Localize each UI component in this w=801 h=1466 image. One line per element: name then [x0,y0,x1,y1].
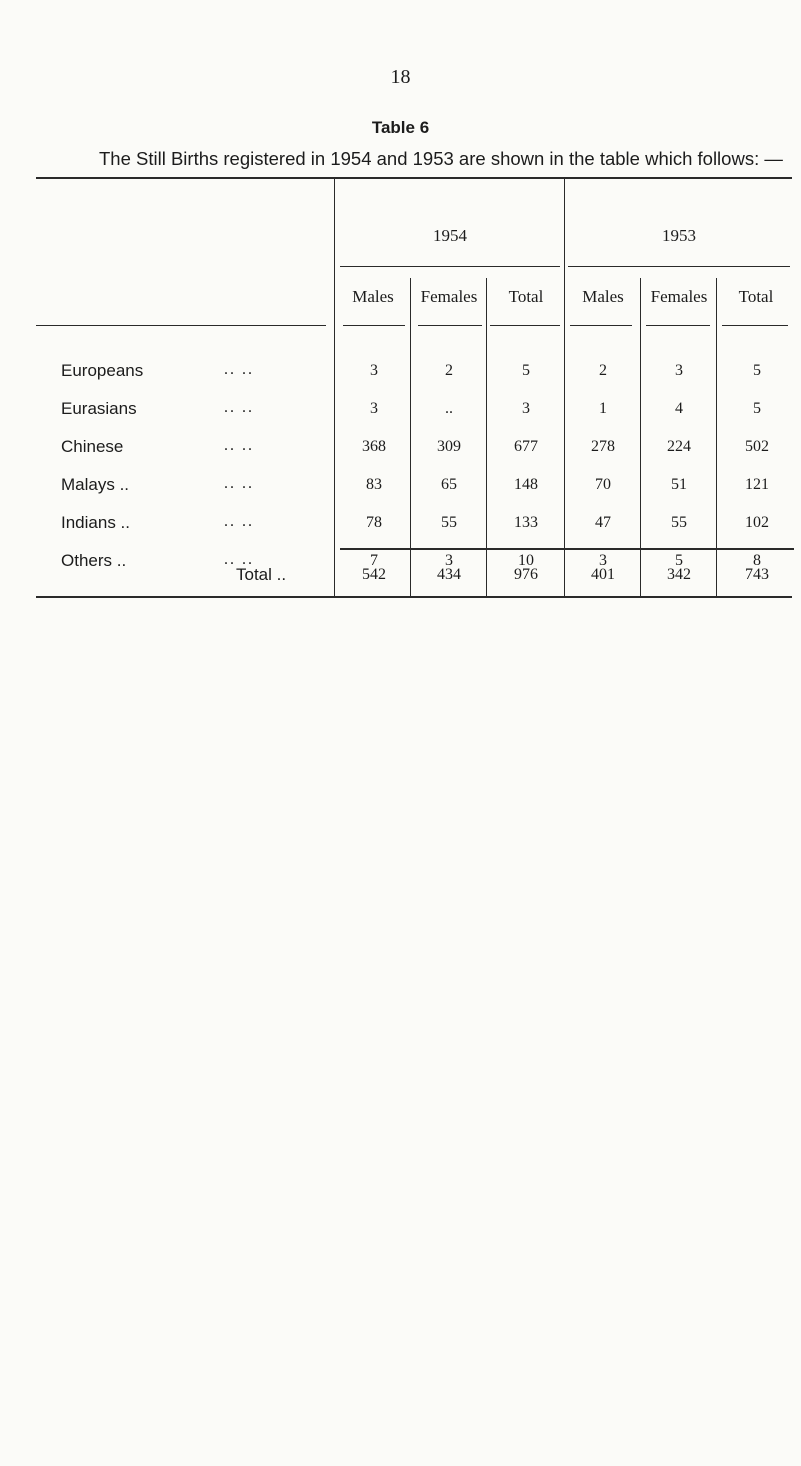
row-leader-dots: .. .. [224,361,254,378]
table-cell: .. [445,400,453,417]
table-cell: 51 [671,476,687,493]
vline-1954-m-f [410,278,411,596]
table-cell: 148 [514,476,538,493]
col-underline-1 [343,325,405,326]
table-cell: 278 [591,438,615,455]
total-cell: 342 [667,566,691,583]
bottom-rule [36,596,792,598]
table-cell: 1 [599,400,607,417]
row-label-others: Others .. [61,551,127,570]
table-cell: 3 [675,362,683,379]
total-rule [340,548,794,550]
table-cell: 7 [370,552,378,569]
table-cell: 3 [370,362,378,379]
total-cell: 434 [437,566,461,583]
table-cell: 677 [514,438,538,455]
table-cell: 8 [753,552,761,569]
total-cell: 743 [745,566,769,583]
vline-1953-f-t [716,278,717,596]
table-cell: 102 [745,514,769,531]
table-cell: 47 [595,514,611,531]
col-header-total-1954: Total [508,287,544,306]
row-leader-dots: .. .. [224,399,254,416]
row-leader-dots: .. .. [224,475,254,492]
table-cell: 65 [441,476,457,493]
total-cell: 542 [362,566,386,583]
table-cell: 3 [599,552,607,569]
row-label-indians: Indians .. [61,513,130,532]
table-cell: 502 [745,438,769,455]
row-leader-dots: .. .. [224,551,254,568]
row-leader-dots: .. .. [224,437,254,454]
table-cell: 224 [667,438,691,455]
col-header-females-1954: Females [420,287,478,306]
intro-text: The Still Births registered in 1954 and 1953 are shown in the table which follows: — [99,148,783,169]
row-label-europeans: Europeans [61,361,144,380]
table-cell: 2 [445,362,453,379]
total-cell: 976 [514,566,538,583]
table-cell: 5 [753,362,761,379]
col-header-males-1953: Males [582,287,624,306]
page-number: 18 [390,66,411,88]
table-cell: 121 [745,476,769,493]
year-underline-1954 [340,266,560,267]
row-label-eurasians: Eurasians [61,399,137,418]
year-header-1953: 1953 [662,226,696,245]
table-cell: 55 [671,514,687,531]
col-underline-2 [418,325,482,326]
table-cell: 10 [518,552,534,569]
vline-stub [334,178,335,596]
table-cell: 5 [675,552,683,569]
table-cell: 309 [437,438,461,455]
vline-1953-m-f [640,278,641,596]
table-cell: 5 [753,400,761,417]
table-cell: 368 [362,438,386,455]
total-cell: 401 [591,566,615,583]
row-label-chinese: Chinese [61,437,124,456]
col-underline-3 [490,325,560,326]
col-header-females-1953: Females [650,287,708,306]
vline-1954-f-t [486,278,487,596]
table-cell: 3 [370,400,378,417]
table-cell: 4 [675,400,683,417]
table-cell: 55 [441,514,457,531]
vline-years [564,178,565,596]
total-label: Total .. [236,565,287,584]
row-leader-dots: .. .. [224,513,254,530]
year-underline-1953 [568,266,790,267]
col-header-males-1954: Males [352,287,394,306]
col-header-total-1953: Total [738,287,774,306]
year-header-1954: 1954 [433,226,467,245]
table-cell: 3 [522,400,530,417]
table-title: Table 6 [371,118,430,137]
table-cell: 3 [445,552,453,569]
table-cell: 133 [514,514,538,531]
stub-rule [36,325,326,326]
table-cell: 70 [595,476,611,493]
top-rule [36,177,792,179]
table-cell: 2 [599,362,607,379]
col-underline-4 [570,325,632,326]
col-underline-6 [722,325,788,326]
table-cell: 78 [366,514,382,531]
col-underline-5 [646,325,710,326]
table-cell: 83 [366,476,382,493]
table-cell: 5 [522,362,530,379]
row-label-malays: Malays .. [61,475,130,494]
